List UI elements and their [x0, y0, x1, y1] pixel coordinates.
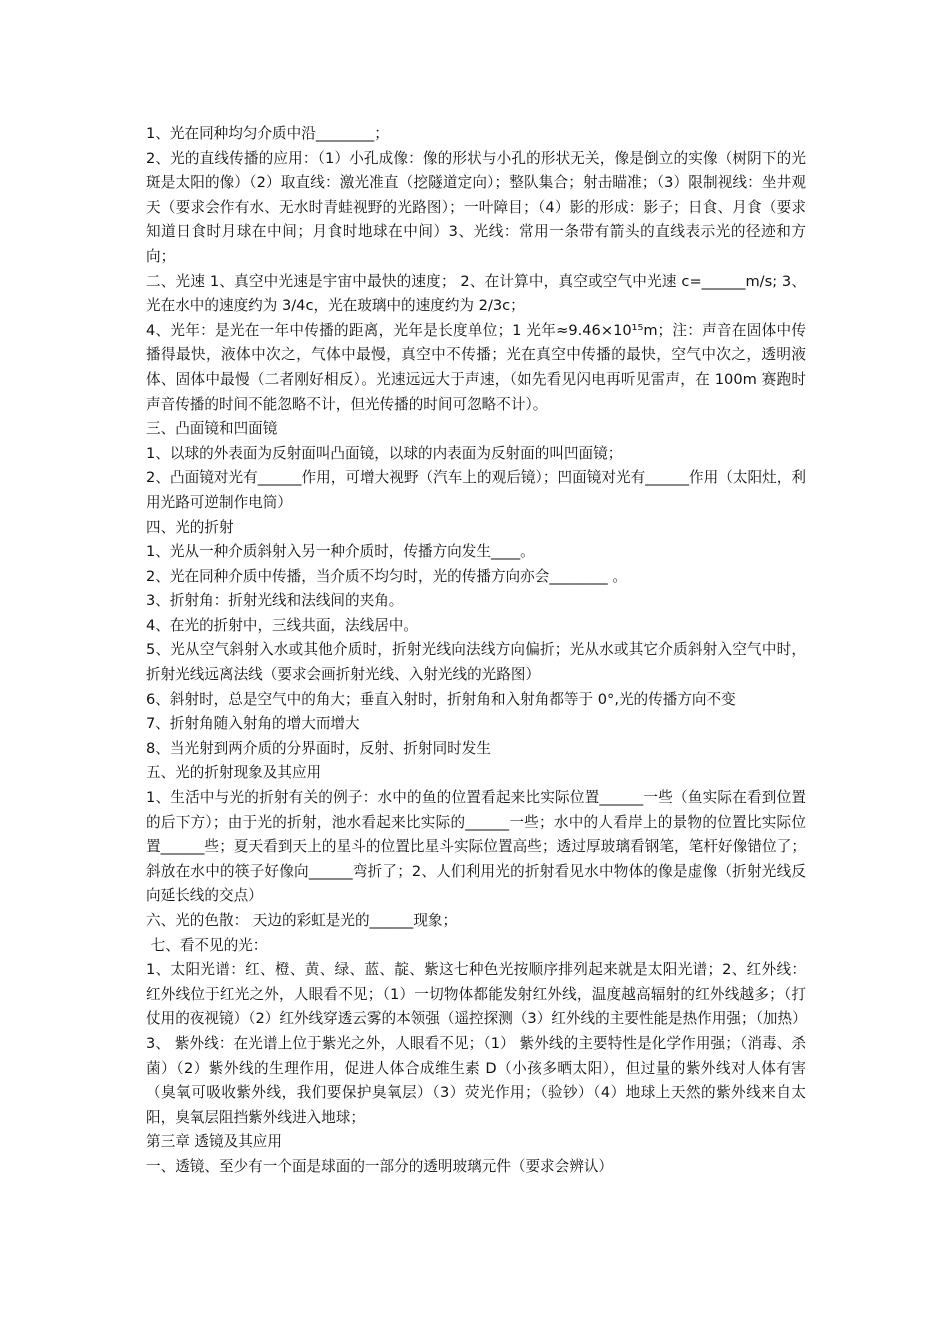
line-11: 3、折射角：折射光线和法线间的夹角。: [146, 592, 404, 610]
line-13: 5、光从空气斜射入水或其他介质时，折射光线向法线方向偏折；光从水或其它介质斜射入空气中时，折射光线远离法线（要求会画折射光线、入射光线的光路图）: [146, 641, 806, 684]
document-body: [146, 122, 806, 1180]
section-heading-7: 七、看不见的光：: [146, 936, 268, 954]
line-7: 2、凸面镜对光有______作用，可增大视野（汽车上的观后镜）；凹面镜对光有______作用（太阳灶，利用光路可逆制作电筒）: [146, 469, 806, 511]
section-heading-3: 三、凸面镜和凹面镜: [146, 420, 278, 438]
line-9: 1、光从一种介质斜射入另一种介质时，传播方向发生____。: [146, 543, 535, 561]
section-heading-5: 五、光的折射现象及其应用: [146, 764, 322, 782]
line-19: 六、光的色散： 天边的彩虹是光的______现象；: [146, 912, 458, 929]
line-15: 7、折射角随入射角的增大而增大: [146, 715, 360, 733]
line-21: 1、太阳光谱：红、橙、黄、绿、蓝、靛、紫这七种色光按顺序排列起来就是太阳光谱；2、红外线：红外线位于红光之外，人眼看不见；（1）一切物体都能发射红外线，温度越高辐射的红外线越多；（打仗用的夜视镜）（2）红外线穿透云雾的本领强（遥控探测（3）红外线的主要性能是热作用强；（加热）: [146, 961, 807, 1028]
line-14: 6、斜射时，总是空气中的角大；垂直入射时，折射角和入射角都等于 0°,光的传播方向不变: [146, 690, 736, 708]
line-24: 一、透镜、至少有一个面是球面的一部分的透明玻璃元件（要求会辨认）: [146, 1157, 614, 1175]
line-10: 2、光在同种介质中传播，当介质不均匀时，光的传播方向亦会________ 。: [146, 567, 627, 585]
line-1: 1、光在同种均匀介质中沿________；: [146, 125, 389, 142]
line-22: 3、 紫外线：在光谱上位于紫光之外，人眼看不见；（1） 紫外线的主要特性是化学作用强；（消毒、杀菌）（2）紫外线的生理作用，促进人体合成维生素 D（小孩多晒太阳），但过量的紫外线对人体有害（臭氧可吸收紫外线，我们要保护臭氧层）（3）荧光作用；（验钞）（4）地球上天然的紫外线来自太阳，臭氧层阻挡紫外线进入地球；: [146, 1034, 806, 1126]
section-heading-4: 四、光的折射: [146, 518, 234, 536]
line-3: 二、光速 1、真空中光速是宇宙中最快的速度； 2、在计算中，真空或空气中光速 c=______m/s; 3、光在水中的速度约为 3/4c，光在玻璃中的速度约为 2/3c；: [146, 272, 806, 315]
line-16: 8、当光射到两介质的分界面时，反射、折射同时发生: [146, 739, 491, 757]
chapter-heading: 第三章 透镜及其应用: [146, 1133, 282, 1151]
line-6: 1、以球的外表面为反射面叫凸面镜，以球的内表面为反射面的叫凹面镜；: [146, 444, 623, 462]
line-18: 1、生活中与光的折射有关的例子：水中的鱼的位置看起来比实际位置______一些（鱼实际在看到位置的后下方）；由于光的折射，池水看起来比实际的______一些；水中的人看岸上的景物的位置比实际位置______些；夏天看到天上的星斗的位置比星斗实际位置高些；透过厚玻璃看钢笔，笔杆好像错位了；斜放在水中的筷子好像向______弯折了；2、人们利用光的折射看见水中物体的像是虚像（折射光线反向延长线的交点）: [146, 789, 806, 905]
line-12: 4、在光的折射中，三线共面，法线居中。: [146, 616, 418, 634]
line-2: 2、光的直线传播的应用：（1）小孔成像：像的形状与小孔的形状无关，像是倒立的实像（树阴下的光斑是太阳的像）（2）取直线：激光准直（挖隧道定向）；整队集合；射击瞄准；（3）限制视线：坐井观天（要求会作有水、无水时青蛙视野的光路图）；一叶障目；（4）影的形成：影子；日食、月食（要求知道日食时月球在中间；月食时地球在中间）3、光线：常用一条带有箭头的直线表示光的径迹和方向；: [146, 149, 806, 265]
line-4: 4、光年：是光在一年中传播的距离，光年是长度单位；1 光年≈9.46×10¹⁵m；注：声音在固体中传播得最快，液体中次之，气体中最慢，真空中不传播；光在真空中传播的最快，空气中次之，透明液体、固体中最慢（二者刚好相反）。光速远远大于声速，（如先看见闪电再听见雷声，在 100m 赛跑时声音传播的时间不能忽略不计，但光传播的时间可忽略不计）。: [146, 321, 806, 413]
